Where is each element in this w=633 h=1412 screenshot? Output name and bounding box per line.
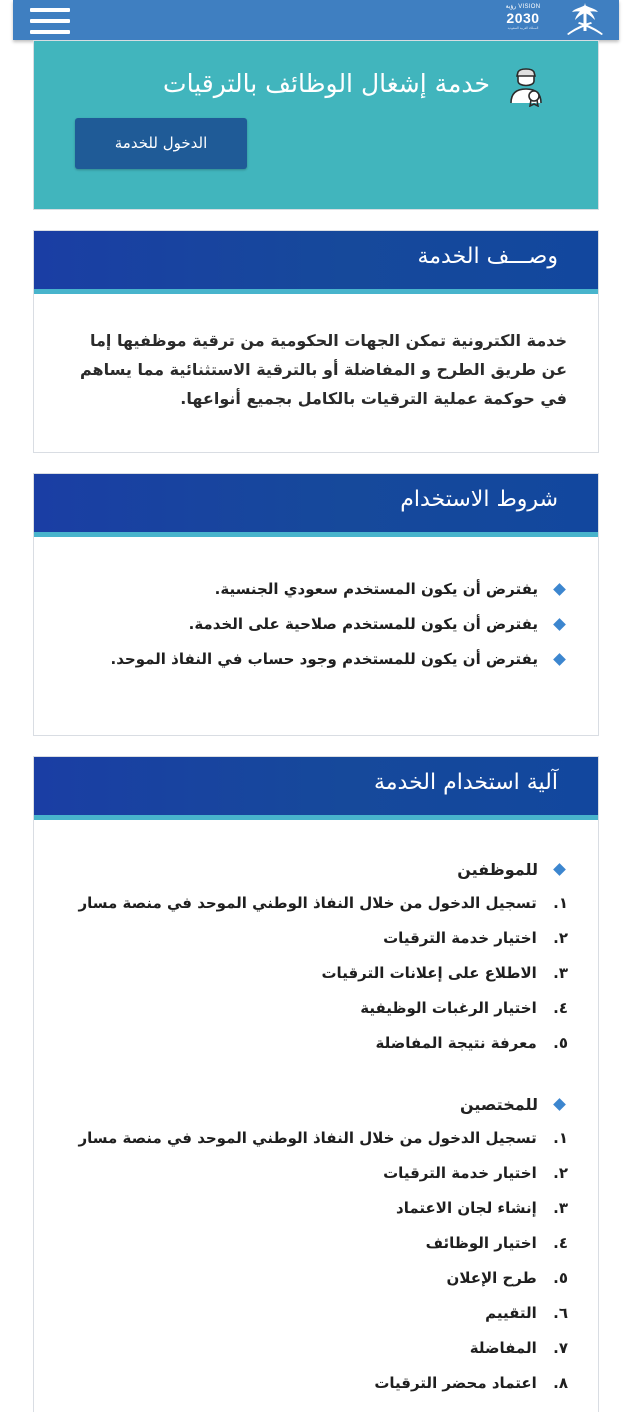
list-item: ٣. إنشاء لجان الاعتماد: [396, 1199, 568, 1217]
list-item: ٤. اختيار الوظائف: [425, 1234, 568, 1252]
terms-of-use-card: [33, 473, 599, 736]
card-header: [34, 474, 598, 537]
list-item: يفترض أن يكون المستخدم سعودي الجنسية.: [111, 572, 568, 607]
diamond-bullet-icon: [553, 583, 566, 596]
diamond-bullet-icon: [553, 618, 566, 631]
palm-swords-emblem-icon[interactable]: [561, 1, 609, 37]
terms-list: [111, 572, 568, 677]
employee-badge-icon: [507, 63, 545, 107]
service-description-text: خدمة الكترونية تمكن الجهات الحكومية من ترقية موظفيها إما عن طريق الطرح و المفاضلة أو بالترقية الاستثنائية مما يساهم في حوكمة عملية الترقيات بالكامل بجميع أنواعها.: [79, 331, 567, 408]
list-item: ٣. الاطلاع على إعلانات الترقيات: [321, 964, 568, 982]
hamburger-menu-icon[interactable]: [30, 8, 70, 34]
list-item: ٤. اختيار الرغبات الوظيفية: [360, 999, 568, 1017]
specialists-steps-list: [78, 1121, 568, 1401]
service-description-card: [33, 230, 599, 453]
diamond-bullet-icon: [553, 863, 566, 876]
specialists-group-title: للمختصين: [460, 1095, 568, 1114]
top-bar: [13, 0, 619, 40]
list-item: ١. تسجيل الدخول من خلال النفاذ الوطني الموحد في منصة مسار: [78, 894, 568, 912]
list-item: يفترض أن يكون للمستخدم صلاحية على الخدمة.: [111, 607, 568, 642]
list-item: ٥. معرفة نتيجة المفاضلة: [375, 1034, 568, 1052]
section-title: وصـــف الخدمة: [417, 244, 558, 269]
diamond-bullet-icon: [553, 1098, 566, 1111]
list-item: ٢. اختيار خدمة الترقيات: [383, 1164, 568, 1182]
list-item: ٦. التقييم: [485, 1304, 568, 1322]
list-item: ٨. اعتماد محضر الترقيات: [374, 1374, 568, 1392]
service-hero-banner: [33, 40, 599, 210]
diamond-bullet-icon: [553, 653, 566, 666]
list-item: يفترض أن يكون للمستخدم وجود حساب في النفاذ الموحد.: [111, 642, 568, 677]
enter-service-button[interactable]: الدخول للخدمة: [75, 118, 247, 169]
employees-steps-list: [78, 886, 568, 1061]
list-item: ٧. المفاضلة: [469, 1339, 568, 1357]
list-item: ١. تسجيل الدخول من خلال النفاذ الوطني الموحد في منصة مسار: [78, 1129, 568, 1147]
section-title: آلية استخدام الخدمة: [373, 770, 558, 795]
hero-title: خدمة إشغال الوظائف بالترقيات: [163, 69, 490, 98]
list-item: ٢. اختيار خدمة الترقيات: [383, 929, 568, 947]
list-item: ٥. طرح الإعلان: [446, 1269, 568, 1287]
card-header: [34, 757, 598, 820]
service-mechanism-card: [33, 756, 599, 1412]
card-header: [34, 231, 598, 294]
vision-2030-logo: VISION رؤية 2030 المملكة العربية السعودية: [505, 4, 541, 30]
section-title: شروط الاستخدام: [400, 487, 558, 512]
employees-group-title: للموظفين: [457, 860, 568, 879]
